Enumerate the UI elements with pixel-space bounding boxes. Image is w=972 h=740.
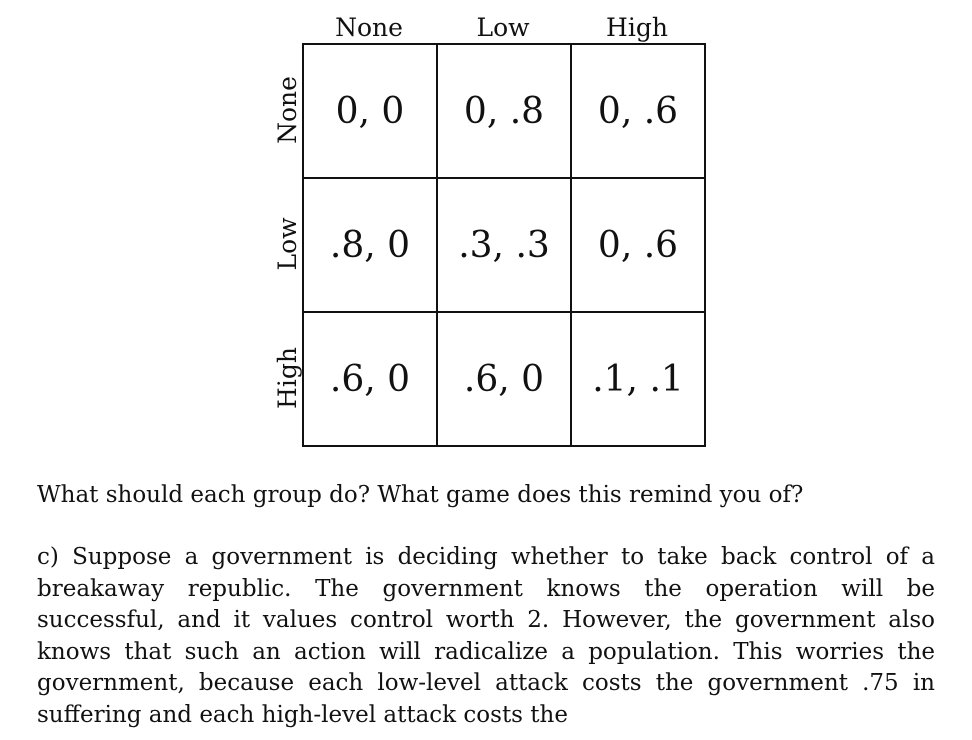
part-c-paragraph: c) Suppose a government is deciding whether to take back control of a breakaway republic. The government knows the operation will be successful, and it values control worth 2. However, the government also knows that such an action will radicalize a population. This worries the government, because each low-level attack costs the government .75 in suffering and each high-level attack costs the [37,544,935,728]
matrix-row-none [303,44,705,178]
row-header-none: None [273,76,302,144]
payoff-matrix [302,43,706,447]
payoff-cell: .6, 0 [437,312,571,446]
payoff-cell: 0, .6 [571,44,705,178]
payoff-cell: .6, 0 [303,312,437,446]
column-header-high: High [606,13,668,42]
question-text: What should each group do? What game does this remind you of? [37,482,804,508]
row-header-high: High [273,347,302,409]
column-header-none: None [335,13,403,42]
payoff-cell: .1, .1 [571,312,705,446]
payoff-cell: .8, 0 [303,178,437,312]
payoff-cell: 0, .6 [571,178,705,312]
row-header-low: Low [273,217,302,271]
payoff-cell: 0, .8 [437,44,571,178]
payoff-cell: .3, .3 [437,178,571,312]
matrix-row-high [303,312,705,446]
column-header-low: Low [476,13,530,42]
matrix-row-low [303,178,705,312]
payoff-cell: 0, 0 [303,44,437,178]
